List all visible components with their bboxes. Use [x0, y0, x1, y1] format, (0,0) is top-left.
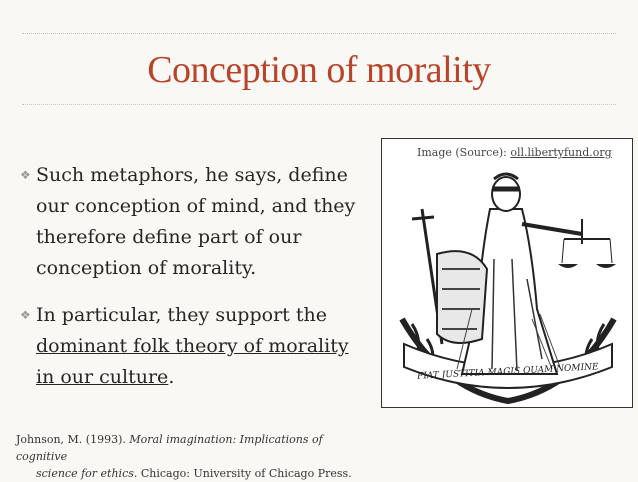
lady-justice-illustration	[382, 139, 634, 409]
underlined-link-text[interactable]: dominant folk theory of morality in our culture	[36, 335, 349, 388]
bullet-item	[20, 160, 372, 284]
bullet-marker-icon: ❖	[20, 168, 31, 182]
bullet-marker-icon: ❖	[20, 308, 31, 322]
bullet-text: Such metaphors, he says, define our conception of mind, and they therefore define part of our conception of morality.	[36, 164, 356, 279]
bullet-item	[20, 300, 372, 393]
top-divider	[22, 33, 616, 34]
slide-title: Conception of morality	[147, 49, 491, 91]
citation	[16, 431, 356, 482]
citation-title-2: science for ethics	[36, 467, 134, 480]
bullet-text-suffix: .	[168, 366, 175, 388]
citation-author: Johnson, M. (1993).	[16, 433, 130, 446]
title-divider	[22, 104, 616, 105]
lady-justice-image	[381, 138, 633, 408]
bullet-text: In particular, they support the	[36, 304, 327, 326]
caption-label: Image (Source):	[417, 146, 511, 159]
citation-title-1: Moral imagination: Implications of cognitive	[16, 433, 323, 463]
image-banner-text: FIAT JUSTITIA MAGIS QUAM NOMINE	[416, 362, 599, 382]
image-caption	[417, 146, 612, 159]
bullet-list	[20, 160, 372, 409]
citation-publisher: . Chicago: University of Chicago Press.	[133, 467, 352, 480]
source-link[interactable]: oll.libertyfund.org	[510, 146, 612, 159]
